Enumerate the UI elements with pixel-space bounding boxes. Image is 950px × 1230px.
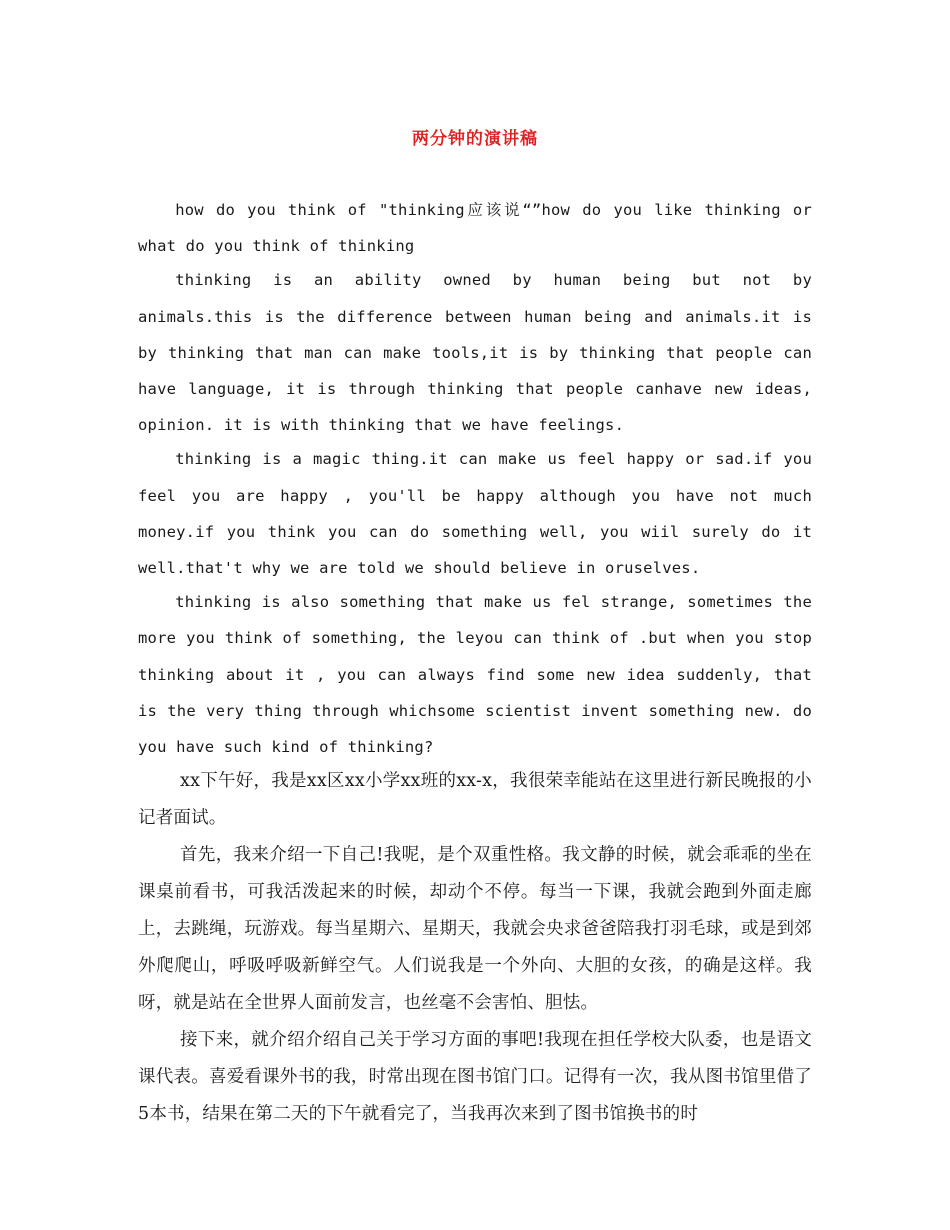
paragraph: xx下午好，我是xx区xx小学xx班的xx-x，我很荣幸能站在这里进行新民晚报的小记者面试。 <box>138 771 812 829</box>
paragraph: 接下来，就介绍介绍自己关于学习方面的事吧!我现在担任学校大队委，也是语文课代表。喜爱看课外书的我，时常出现在图书馆门口。记得有一次，我从图书馆里借了5本书，结果在第二天的下午就看完了，当我再次来到了图书馆换书的时 <box>138 1030 812 1125</box>
document-title: 两分钟的演讲稿 <box>412 129 538 149</box>
paragraph: 首先，我来介绍一下自己!我呢，是个双重性格。我文静的时候，就会乖乖的坐在课桌前看书，可我活泼起来的时候，却动个不停。每当一下课，我就会跑到外面走廊上，去跳绳，玩游戏。每当星期六、星期天，我就会央求爸爸陪我打羽毛球，或是到郊外爬爬山，呼吸呼吸新鲜空气。人们说我是一个外向、大胆的女孩，的确是这样。我呀，就是站在全世界人面前发言，也丝毫不会害怕、胆怯。 <box>138 845 812 1014</box>
paragraph: thinking is also something that make us fel strange, sometimes the more you think of something, the leyou can think of .but when you stop thinking about it , you can always find some new idea suddenly, that is the very thing through whichsome scientist invent something new. do you have such kind of thinking? <box>138 593 812 757</box>
document-body <box>138 192 812 1133</box>
paragraph: thinking is an ability owned by human being but not by animals.this is the difference between human being and animals.it is by thinking that man can make tools,it is by thinking that people can have language, it is through thinking that people canhave new ideas, opinion. it is with thinking that we have feelings. <box>138 271 812 435</box>
paragraph: thinking is a magic thing.it can make us feel happy or sad.if you feel you are happy , you'll be happy although you have not much money.if you think you can do something well, you wiil surely do it well.that't why we are told we should believe in oruselves. <box>138 450 812 578</box>
paragraph: how do you think of "thinking应该说“”how do you like thinking or what do you think of thinking <box>138 201 812 256</box>
